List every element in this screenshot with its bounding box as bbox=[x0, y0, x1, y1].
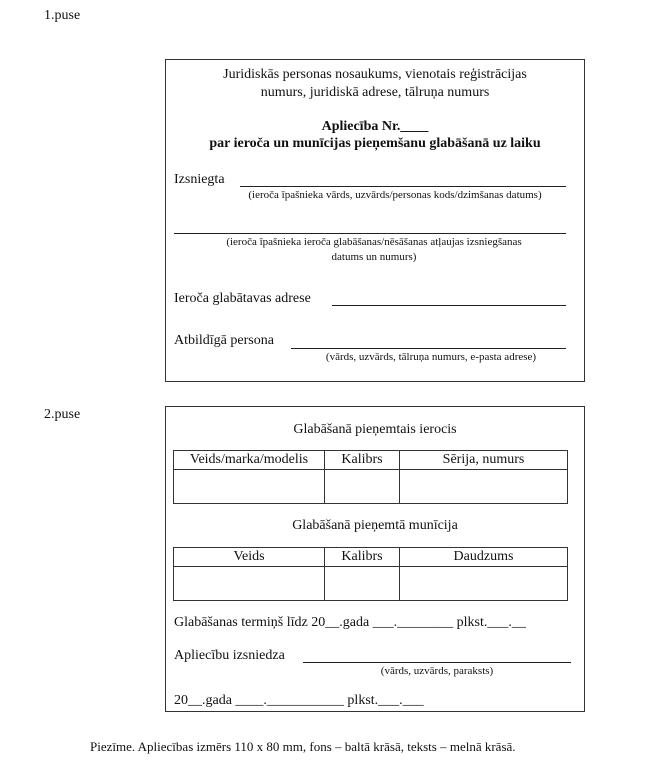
certificate-title: Apliecība Nr.____ bbox=[321, 119, 429, 134]
weapon-cell-caliber bbox=[325, 470, 400, 504]
permit-line bbox=[174, 233, 566, 234]
issued-label: Izsniegta bbox=[174, 172, 225, 187]
storage-address-line bbox=[332, 305, 566, 306]
permit-hint-line1: (ieroča īpašnieka ieroča glabāšanas/nēsāšanas atļaujas izsniegšanas bbox=[226, 236, 522, 248]
weapon-col-caliber: Kalibrs bbox=[325, 451, 400, 470]
weapon-col-serial: Sērija, numurs bbox=[400, 451, 568, 470]
issued-hint: (ieroča īpašnieka vārds, uzvārds/personas kods/dzimšanas datums) bbox=[248, 189, 542, 201]
ammo-cell-quantity bbox=[400, 567, 568, 601]
responsible-line bbox=[291, 348, 566, 349]
storage-term: Glabāšanas termiņš līdz 20__.gada ___.________ plkst.___.__ bbox=[174, 615, 526, 630]
size-note: Piezīme. Apliecības izmērs 110 x 80 mm, fons – baltā krāsā, teksts – melnā krāsā. bbox=[90, 739, 516, 754]
org-info-line2: numurs, juridiskā adrese, tālruņa numurs bbox=[260, 85, 490, 100]
ammo-col-caliber: Kalibrs bbox=[325, 548, 400, 567]
weapon-col-type: Veids/marka/modelis bbox=[174, 451, 325, 470]
ammo-heading: Glabāšanā pieņemtā munīcija bbox=[292, 518, 458, 533]
org-info-line1: Juridiskās personas nosaukums, vienotais reģistrācijas bbox=[223, 67, 527, 82]
certificate-subtitle: par ieroča un munīcijas pieņemšanu glabāšanā uz laiku bbox=[209, 136, 541, 151]
responsible-label: Atbildīgā persona bbox=[174, 333, 274, 348]
weapon-heading: Glabāšanā pieņemtais ierocis bbox=[293, 422, 457, 437]
issuer-hint: (vārds, uzvārds, paraksts) bbox=[380, 665, 494, 677]
weapon-cell-type bbox=[174, 470, 325, 504]
ammo-col-type: Veids bbox=[174, 548, 325, 567]
side2-label: 2.puse bbox=[44, 407, 81, 422]
responsible-hint: (vārds, uzvārds, tālruņa numurs, e-pasta adrese) bbox=[325, 351, 537, 363]
storage-address-label: Ieroča glabātavas adrese bbox=[174, 291, 311, 306]
ammo-cell-type bbox=[174, 567, 325, 601]
ammo-table bbox=[173, 547, 568, 601]
side1-label: 1.puse bbox=[44, 8, 81, 23]
ammo-cell-caliber bbox=[325, 567, 400, 601]
issued-line bbox=[240, 186, 566, 187]
weapon-cell-serial bbox=[400, 470, 568, 504]
certificate-front-card bbox=[165, 59, 585, 382]
issue-date: 20__.gada ____.___________ plkst.___.___ bbox=[174, 693, 424, 708]
permit-hint-line2: datums un numurs) bbox=[331, 251, 417, 263]
issuer-label: Apliecību izsniedza bbox=[174, 648, 285, 663]
certificate-back-card bbox=[165, 406, 585, 712]
ammo-col-quantity: Daudzums bbox=[400, 548, 568, 567]
issuer-line bbox=[303, 662, 571, 663]
weapon-table bbox=[173, 450, 568, 504]
